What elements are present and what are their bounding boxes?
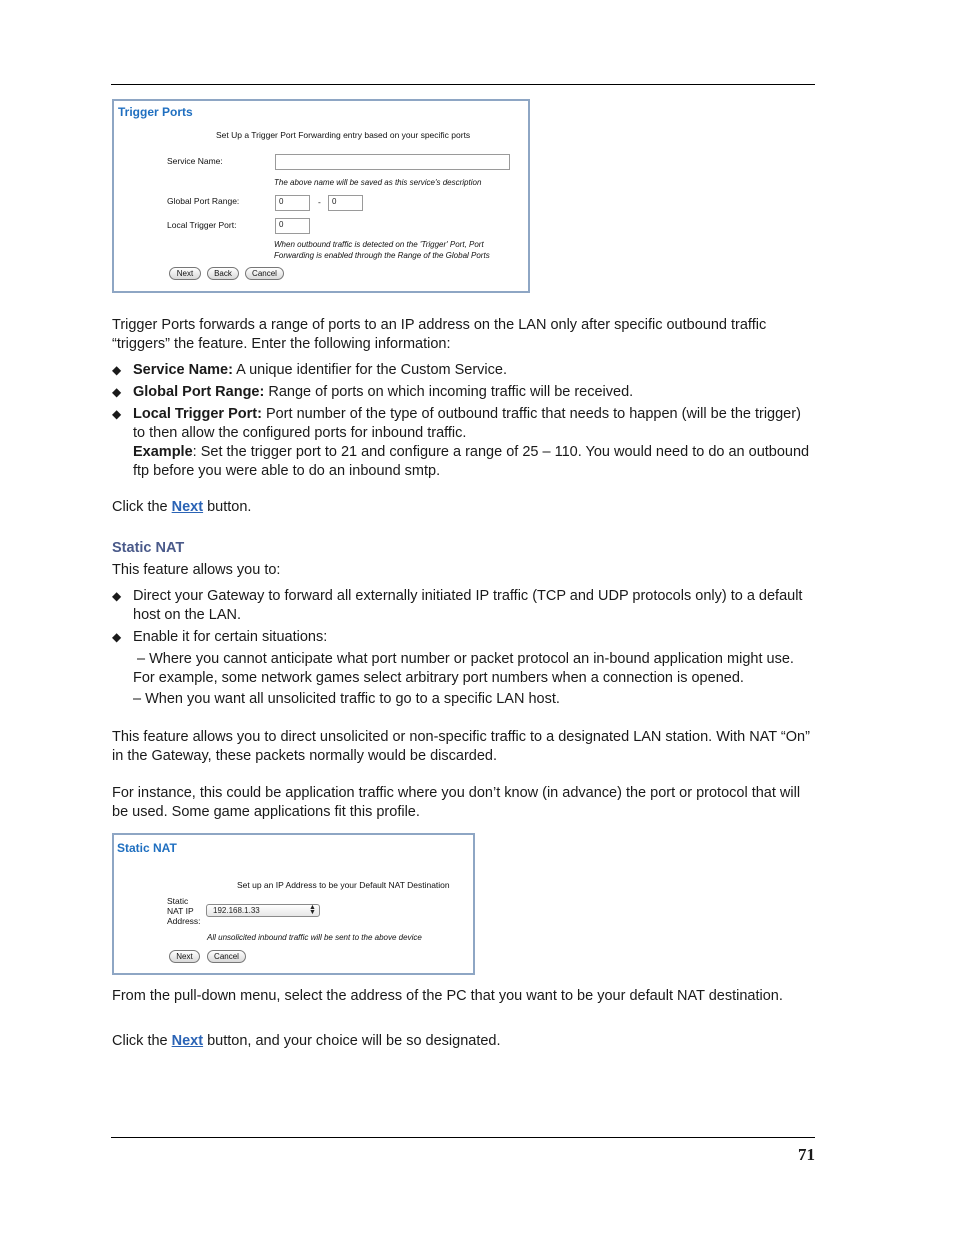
static-nat-ip-label-line3: Address:: [167, 916, 201, 926]
nat-sub-item-2: – When you want all unsolicited traffic to go to a specific LAN host.: [133, 691, 560, 707]
page-number: 71: [798, 1145, 815, 1164]
service-name-input[interactable]: [275, 154, 510, 170]
static-nat-heading: Static NAT: [112, 540, 185, 556]
service-name-note: The above name will be saved as this service's description: [274, 178, 482, 187]
para-pulldown: From the pull-down menu, select the address of the PC that you want to be your default NAT destination.: [112, 988, 783, 1004]
next-button[interactable]: Next: [169, 950, 200, 963]
nat-ip-select[interactable]: [206, 904, 320, 917]
trigger-note-line2: Forwarding is enabled through the Range of the Global Ports: [274, 251, 490, 260]
trigger-ports-panel: [112, 99, 530, 293]
trigger-note-line1: When outbound traffic is detected on the 'Trigger' Port, Port: [274, 240, 484, 249]
static-nat-note: All unsolicited inbound traffic will be sent to the above device: [207, 933, 422, 942]
bullet-text: Range of ports on which incoming traffic will be received.: [264, 384, 634, 400]
next-link[interactable]: Next: [171, 1033, 204, 1049]
example-text: : Set the trigger port to 21 and configure a range of 25 – 110. You would need to do an outbound ftp before you were able to do an inbound smtp.: [133, 444, 810, 479]
trigger-ports-intro: Set Up a Trigger Port Forwarding entry based on your specific ports: [216, 130, 471, 140]
range-dash: -: [318, 197, 321, 207]
click-prefix: Click the: [112, 499, 172, 515]
diamond-bullet-icon: ◆: [112, 589, 122, 603]
nat-sub-item-1: – Where you cannot anticipate what port number or packet protocol an in-bound application might use. For example, some network games select arbitrary port numbers when a connection is opened.: [133, 651, 794, 686]
selected-ip: 192.168.1.33: [213, 906, 260, 915]
para-direct-traffic: This feature allows you to direct unsolicited or non-specific traffic to a designated LAN station. With NAT “On” in the Gateway, these packets normally would be discarded.: [112, 729, 810, 764]
local-trigger-port-input[interactable]: 0: [275, 218, 310, 234]
global-port-to-input[interactable]: 0: [328, 195, 363, 211]
local-trigger-port-label: Local Trigger Port:: [167, 220, 237, 230]
diamond-bullet-icon: ◆: [112, 407, 122, 421]
bullet-term: Global Port Range:: [133, 384, 265, 400]
diamond-bullet-icon: ◆: [112, 363, 122, 377]
static-nat-title: Static NAT: [117, 841, 177, 855]
trigger-intro: Trigger Ports forwards a range of ports to an IP address on the LAN only after specific outbound traffic “triggers” the feature. Enter the following information:: [112, 317, 767, 352]
bullet-text: Enable it for certain situations:: [133, 629, 328, 645]
footer-rule: [111, 1137, 815, 1138]
feature-allows-text: This feature allows you to:: [112, 562, 281, 578]
static-nat-ip-label-line2: NAT IP: [167, 906, 194, 916]
bullet-text: A unique identifier for the Custom Service.: [232, 362, 507, 378]
diamond-bullet-icon: ◆: [112, 385, 122, 399]
trigger-ports-title: Trigger Ports: [118, 105, 193, 119]
static-nat-intro: Set up an IP Address to be your Default NAT Destination: [237, 880, 450, 890]
next-button[interactable]: Next: [169, 267, 201, 280]
click-prefix: Click the: [112, 1033, 172, 1049]
bullet-term: Local Trigger Port:: [133, 406, 262, 422]
static-nat-panel: [112, 833, 475, 975]
static-nat-ip-label-line1: Static: [167, 896, 189, 906]
para-for-instance: For instance, this could be application traffic where you don’t know (in advance) the port or protocol that will be used. Some game applications fit this profile.: [112, 785, 801, 820]
global-port-range-label: Global Port Range:: [167, 196, 240, 206]
select-arrows-icon: ▲ ▼: [309, 904, 316, 916]
example-term: Example: [133, 444, 193, 460]
service-name-label: Service Name:: [167, 156, 223, 166]
global-port-from-input[interactable]: 0: [275, 195, 310, 211]
header-rule: [111, 84, 815, 85]
bullet-term: Service Name:: [133, 362, 233, 378]
cancel-button[interactable]: Cancel: [207, 950, 246, 963]
cancel-button[interactable]: Cancel: [245, 267, 284, 280]
back-button[interactable]: Back: [207, 267, 239, 280]
click-next-designate: [112, 1032, 817, 1051]
click-suffix: button, and your choice will be so designated.: [203, 1033, 501, 1049]
next-link[interactable]: Next: [171, 499, 204, 515]
click-next-instruction: [112, 498, 817, 517]
click-suffix: button.: [203, 499, 252, 515]
bullet-text: Port number of the type of outbound traffic that needs to happen (will be the trigger) to then allow the configured ports for inbound traffic.: [133, 406, 801, 441]
bullet-text: Direct your Gateway to forward all externally initiated IP traffic (TCP and UDP protocols only) to a default host on the LAN.: [133, 588, 803, 623]
diamond-bullet-icon: ◆: [112, 630, 122, 644]
